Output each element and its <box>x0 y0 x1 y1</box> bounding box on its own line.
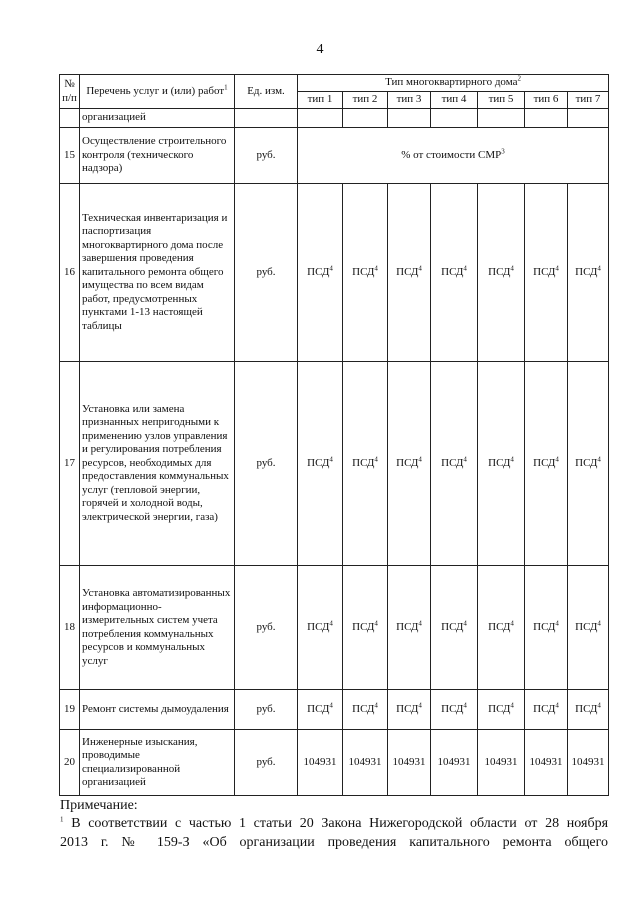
header-type-3: тип 3 <box>388 92 431 109</box>
table-row-15 <box>60 128 609 184</box>
page-number: 4 <box>316 42 324 57</box>
row-name: Инженерные изыскания, проводимые специализированной организацией <box>80 730 235 796</box>
note-line-2: 2013 г. № 159-З «Об организации проведения капитального ремонта общего <box>60 835 608 850</box>
note-line-1: $^1$ В соответствии с частью 1 статьи 20 Закона Нижегородской области от 28 ноября <box>60 815 609 831</box>
header-type-5: тип 5 <box>478 92 525 109</box>
table-row-continuation <box>60 109 609 128</box>
row-value: ПСД$^4$ <box>431 184 478 362</box>
table-row <box>60 362 609 566</box>
row-value: ПСД$^4$ <box>568 690 609 730</box>
row-value: ПСД$^4$ <box>478 362 525 566</box>
row-unit: руб. <box>235 184 298 362</box>
row-value: ПСД$^4$ <box>343 362 388 566</box>
row-value: ПСД$^4$ <box>478 566 525 690</box>
header-type-7: тип 7 <box>568 92 609 109</box>
note-title: Примечание: <box>60 798 138 813</box>
row-name: Установка автоматизированных информационно-измерительных систем учета потребления коммунальных ресурсов и коммунальных услуг <box>80 566 235 690</box>
row-unit: руб. <box>235 128 298 184</box>
row-num: 20 <box>60 730 80 796</box>
row-value: 104931 <box>568 730 609 796</box>
header-name: Перечень услуг и (или) работ$^1$ <box>80 75 235 109</box>
row-unit: руб. <box>235 730 298 796</box>
row-value: 104931 <box>431 730 478 796</box>
row-value: ПСД$^4$ <box>525 690 568 730</box>
row-name: Техническая инвентаризация и паспортизация многоквартирного дома после завершения проведения капитального ремонта общего имущества по всем видам работ, предусмотренных пунктами 1-13 настоящей таблицы <box>80 184 235 362</box>
row-value: ПСД$^4$ <box>568 362 609 566</box>
row-value: ПСД$^4$ <box>388 566 431 690</box>
header-type-1: тип 1 <box>298 92 343 109</box>
table-row <box>60 690 609 730</box>
row-value: 104931 <box>298 730 343 796</box>
row-unit: руб. <box>235 566 298 690</box>
row-value: ПСД$^4$ <box>568 184 609 362</box>
row-num: 19 <box>60 690 80 730</box>
row-value: ПСД$^4$ <box>343 184 388 362</box>
row-num: 18 <box>60 566 80 690</box>
row-value: ПСД$^4$ <box>431 566 478 690</box>
row-value: ПСД$^4$ <box>431 690 478 730</box>
row-value: ПСД$^4$ <box>298 362 343 566</box>
table-row <box>60 730 609 796</box>
row-value: ПСД$^4$ <box>343 566 388 690</box>
row-value: ПСД$^4$ <box>478 184 525 362</box>
table-body-rows <box>60 184 609 796</box>
header-unit: Ед. изм. <box>235 75 298 109</box>
row-value: ПСД$^4$ <box>343 690 388 730</box>
row-value: ПСД$^4$ <box>525 184 568 362</box>
row-value: ПСД$^4$ <box>431 362 478 566</box>
header-type-group: Тип многоквартирного дома$^2$ <box>298 75 609 92</box>
table-row <box>60 184 609 362</box>
row-value: 104931 <box>343 730 388 796</box>
row-name: организацией <box>80 109 235 128</box>
table-row <box>60 566 609 690</box>
header-type-2: тип 2 <box>343 92 388 109</box>
row-value: ПСД$^4$ <box>388 184 431 362</box>
row-num: 15 <box>60 128 80 184</box>
row-unit: руб. <box>235 362 298 566</box>
row-value: ПСД$^4$ <box>478 690 525 730</box>
row-value: ПСД$^4$ <box>298 690 343 730</box>
row-value: ПСД$^4$ <box>298 184 343 362</box>
services-table <box>59 74 609 796</box>
row-value: ПСД$^4$ <box>388 362 431 566</box>
row-num: 17 <box>60 362 80 566</box>
header-type-4: тип 4 <box>431 92 478 109</box>
row-name: Осуществление строительного контроля (технического надзора) <box>80 128 235 184</box>
row-value: ПСД$^4$ <box>525 362 568 566</box>
header-num: № п/п <box>60 75 80 109</box>
row-name: Установка или замена признанных непригодными к применению узлов управления и регулирования потребления ресурсов, необходимых для предоставления коммунальных услуг (тепловой энергии, горячей и холодной воды, электрической энергии, газа) <box>80 362 235 566</box>
row-value: ПСД$^4$ <box>568 566 609 690</box>
row-value: ПСД$^4$ <box>298 566 343 690</box>
row-name: Ремонт системы дымоудаления <box>80 690 235 730</box>
row-value: 104931 <box>478 730 525 796</box>
table-header-row <box>60 75 609 92</box>
header-type-6: тип 6 <box>525 92 568 109</box>
row-merged-value: % от стоимости СМР$^3$ <box>298 128 609 184</box>
row-value: 104931 <box>525 730 568 796</box>
row-value: ПСД$^4$ <box>525 566 568 690</box>
row-value: 104931 <box>388 730 431 796</box>
row-num: 16 <box>60 184 80 362</box>
row-unit: руб. <box>235 690 298 730</box>
row-value: ПСД$^4$ <box>388 690 431 730</box>
